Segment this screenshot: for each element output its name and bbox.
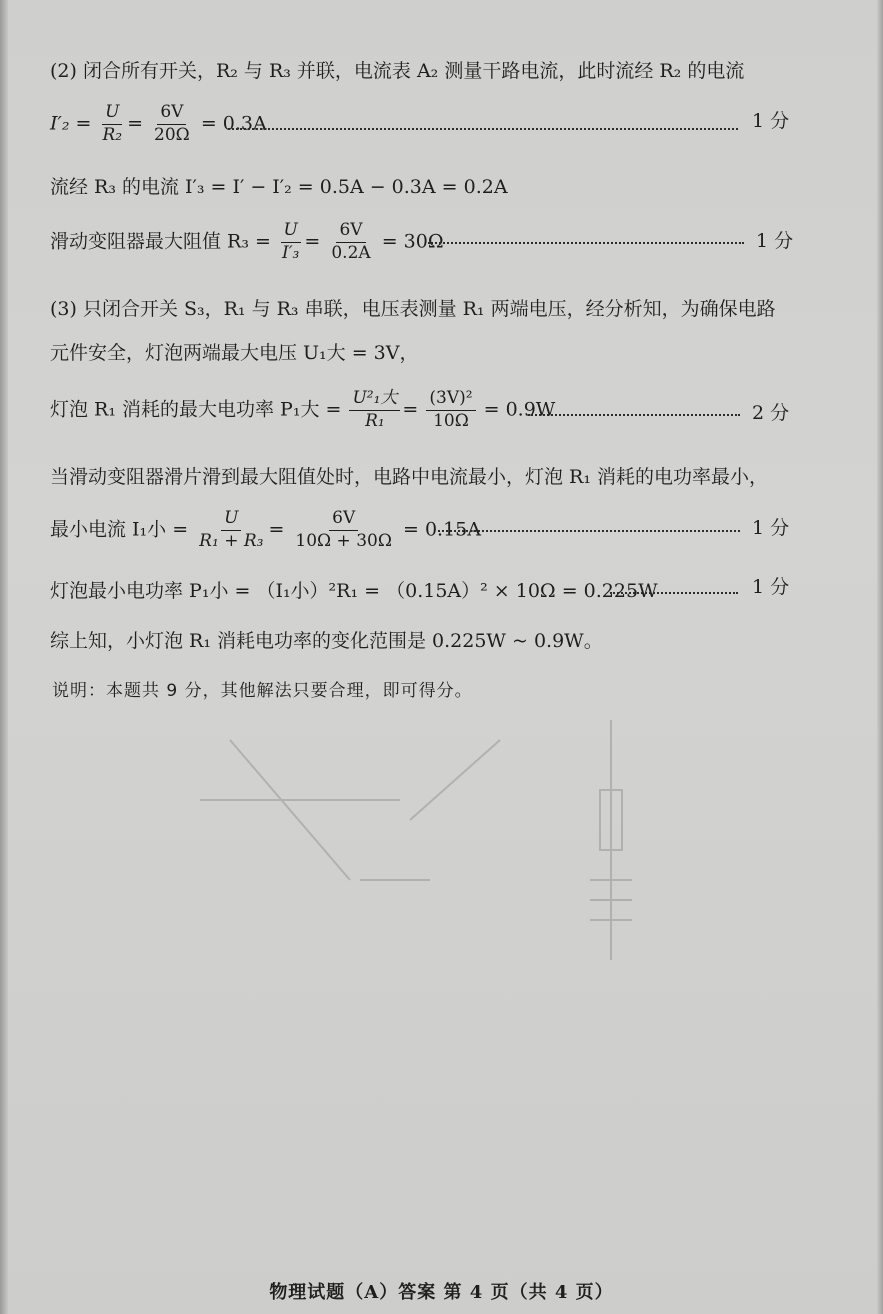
- text-line-6: 元件安全，灯泡两端最大电压 U₁大 = 3V，: [50, 342, 419, 364]
- score-mark: 1 分: [752, 110, 790, 132]
- equation-line-7: 灯泡 R₁ 消耗的最大电功率 P₁大 = $\frac{\text{U²₁大}}{\text{R₁}}$ = $\frac{\text{(3V)²}}{10\Omega}$ = 0.9W: [50, 388, 556, 431]
- result-30ohm: = 30Ω: [381, 230, 444, 253]
- denominator: I′₃: [281, 242, 300, 263]
- text-line-5: (3) 只闭合开关 S₃，R₁ 与 R₃ 串联，电压表测量 R₁ 两端电压，经分析知，为确保电路: [50, 298, 776, 320]
- fraction-6v-over-40ohm: [292, 510, 395, 551]
- score-mark: 1 分: [756, 230, 794, 252]
- fraction-u-over-r2: [99, 104, 125, 145]
- score-mark: 1 分: [752, 517, 790, 539]
- result-0-3a: = 0.3A: [200, 112, 267, 135]
- denominator: R₁: [365, 410, 385, 431]
- denominator: 20Ω: [154, 124, 190, 145]
- equation-line-2: I′₂ = $\frac{U}{\text{R₂}}$ = $\frac{6V}{20\Omega}$ = 0.3A: [50, 102, 267, 145]
- leader-dots: [228, 128, 738, 130]
- fraction-6v-over-20ohm: [151, 104, 193, 145]
- page-right-edge: [877, 0, 883, 1314]
- denominator: 10Ω + 30Ω: [295, 530, 392, 551]
- text-line-11: 综上知，小灯泡 R₁ 消耗电功率的变化范围是 0.225W ~ 0.9W。: [50, 630, 603, 652]
- score-mark: 2 分: [752, 402, 790, 424]
- numerator: U: [221, 510, 241, 531]
- leader-dots: [610, 592, 738, 594]
- text-line-3: 流经 R₃ 的电流 I′₃ = I′ − I′₂ = 0.5A − 0.3A = 0.2A: [50, 176, 508, 198]
- grading-note: 说明：本题共 9 分，其他解法只要合理，即可得分。: [52, 681, 473, 701]
- text-line-8: 当滑动变阻器滑片滑到最大阻值处时，电路中电流最小，灯泡 R₁ 消耗的电功率最小，: [50, 466, 769, 488]
- denominator: R₁ + R₃: [199, 530, 264, 551]
- numerator: 6V: [157, 104, 186, 125]
- numerator: 6V: [336, 222, 365, 243]
- fraction-u-over-i3: [279, 222, 302, 263]
- leader-dots: [438, 530, 740, 532]
- reverse-side-diagram: [170, 700, 690, 1020]
- fraction-6v-over-0-2a: [328, 222, 373, 263]
- denominator: 0.2A: [331, 242, 371, 263]
- numerator: (3V)²: [426, 390, 475, 411]
- fraction-u1max-sq-over-r1: [349, 390, 400, 431]
- text-line-1: (2) 闭合所有开关，R₂ 与 R₃ 并联，电流表 A₂ 测量干路电流，此时流经 R₂ 的电流: [50, 60, 745, 82]
- text-line-10: 灯泡最小电功率 P₁小 = （I₁小）²R₁ = （0.15A）² × 10Ω = 0.225W: [50, 580, 658, 602]
- numerator: 6V: [329, 510, 358, 531]
- numerator: U²₁大: [349, 390, 400, 411]
- denominator: R₂: [102, 124, 123, 145]
- leader-dots: [428, 242, 744, 244]
- i1min-label: 最小电流 I₁小 =: [50, 518, 189, 541]
- page-left-edge: [0, 0, 8, 1314]
- leader-dots: [528, 414, 740, 416]
- p1max-label: 灯泡 R₁ 消耗的最大电功率 P₁大 =: [50, 398, 342, 421]
- score-mark: 1 分: [752, 576, 790, 598]
- fraction-u-over-r1-plus-r3: [196, 510, 266, 551]
- r3-label: 滑动变阻器最大阻值 R₃ =: [50, 230, 271, 253]
- fraction-3v-sq-over-10ohm: [426, 390, 475, 431]
- result-0-15a: = 0.15A: [402, 518, 481, 541]
- lhs-i2: I′₂ =: [50, 112, 92, 135]
- equation-line-4: 滑动变阻器最大阻值 R₃ = $\frac{U}{\text{I′₃}}$ = $\frac{6V}{0.2A}$ = 30Ω: [50, 220, 444, 263]
- result-0-9w: = 0.9W: [483, 398, 556, 421]
- numerator: U: [102, 104, 122, 125]
- denominator: 10Ω: [433, 410, 469, 431]
- equation-line-9: 最小电流 I₁小 = $\frac{U}{\text{R₁ + R₃}}$ = $\frac{6V}{10\Omega + 30\Omega}$ = 0.15A: [50, 508, 481, 551]
- page-footer: 物理试题（A）答案 第 4 页（共 4 页）: [269, 1282, 614, 1303]
- numerator: U: [281, 222, 301, 243]
